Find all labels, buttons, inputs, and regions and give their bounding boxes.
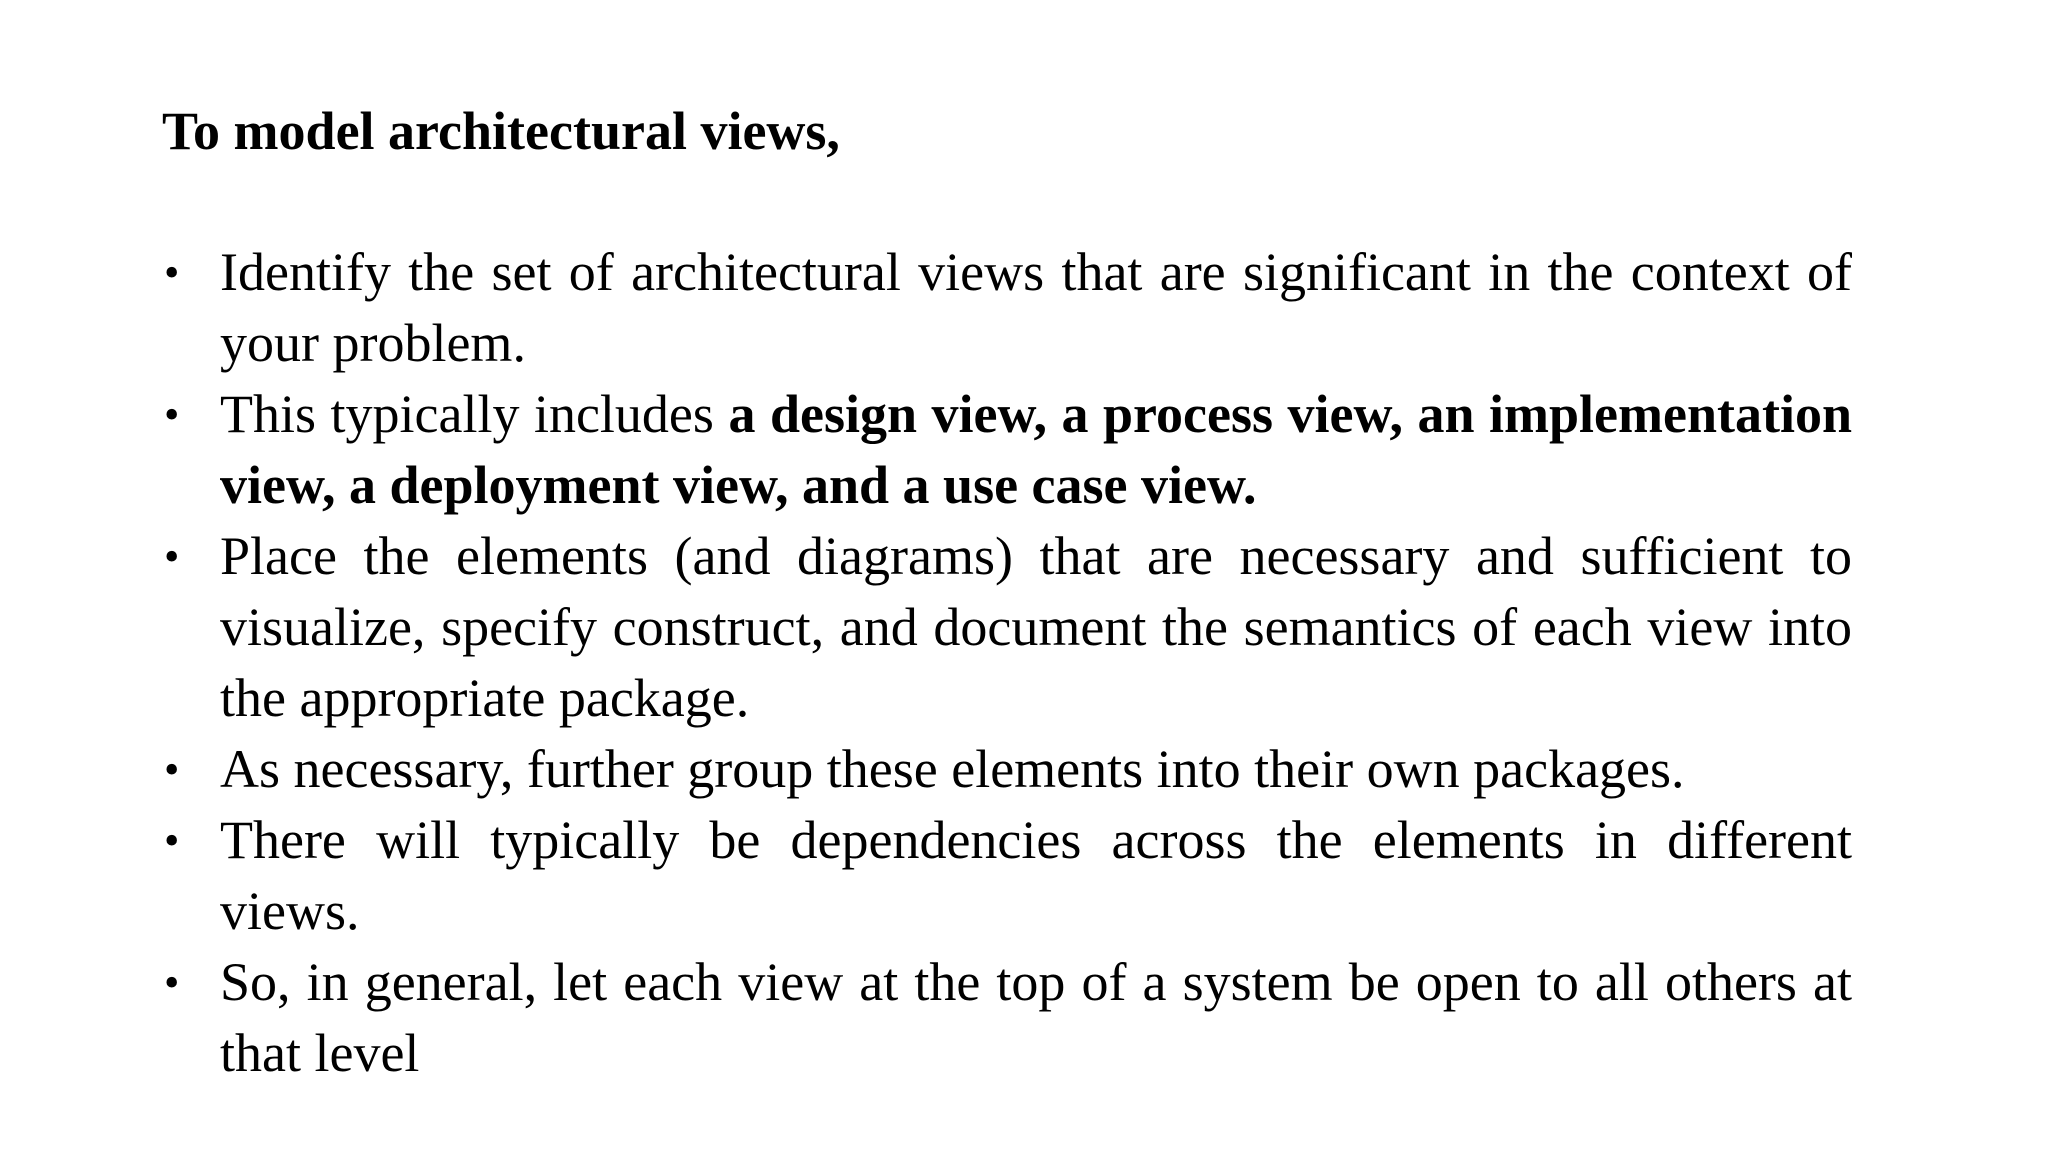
bullet-text: As necessary, further group these elements into their own packages. xyxy=(220,739,1685,799)
bullet-text: Place the elements (and diagrams) that are necessary and sufficient to visualize, specify construct, and document the semantics of each view into the appropriate package. xyxy=(220,526,1852,728)
list-item xyxy=(162,237,1852,379)
slide-heading: To model architectural views, xyxy=(162,101,840,161)
list-item xyxy=(162,947,1852,1089)
bullet-text: There will typically be dependencies across the elements in different views. xyxy=(220,810,1852,941)
bullet-text: So, in general, let each view at the top of a system be open to all others at that level xyxy=(220,952,1852,1083)
bullet-icon: • xyxy=(164,745,180,794)
bullet-text: This typically includes xyxy=(220,384,729,444)
bullet-list xyxy=(162,237,1852,1089)
bullet-text-bold: a design view, a process view, an implementation view, a deployment view, and a use case view. xyxy=(220,384,1852,515)
list-item xyxy=(162,734,1852,805)
bullet-text: Identify the set of architectural views that are significant in the context of your problem. xyxy=(220,242,1852,373)
bullet-icon: • xyxy=(164,532,180,581)
list-item xyxy=(162,521,1852,734)
list-item xyxy=(162,805,1852,947)
bullet-icon: • xyxy=(164,958,180,1007)
bullet-icon: • xyxy=(164,816,180,865)
list-item xyxy=(162,379,1852,521)
bullet-icon: • xyxy=(164,248,180,297)
bullet-icon: • xyxy=(164,390,180,439)
